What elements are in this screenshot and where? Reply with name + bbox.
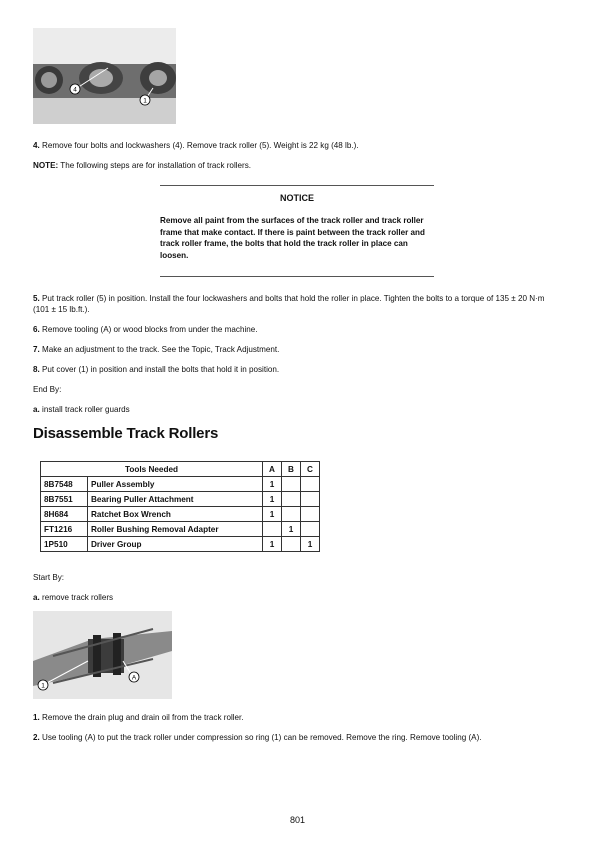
tool-name: Driver Group bbox=[88, 537, 263, 552]
notice-top-rule bbox=[160, 185, 434, 186]
qty-a: 1 bbox=[263, 507, 282, 522]
qty-b bbox=[282, 537, 301, 552]
part-number: 1P510 bbox=[41, 537, 88, 552]
step-7 bbox=[33, 344, 563, 355]
note bbox=[33, 160, 563, 171]
svg-text:1: 1 bbox=[41, 682, 45, 690]
tool-name: Roller Bushing Removal Adapter bbox=[88, 522, 263, 537]
page-number: 801 bbox=[289, 815, 306, 825]
qty-a: 1 bbox=[263, 537, 282, 552]
step-text: Put cover (1) in position and install the bolts that hold it in position. bbox=[39, 365, 280, 374]
table-row bbox=[41, 507, 320, 522]
notice-body: Remove all paint from the surfaces of the track roller and track roller frame that make contact. If there is paint between the track roller and track roller frame, the bolts that hold the track roller in place can loosen. bbox=[160, 216, 425, 260]
tools-needed-header: Tools Needed bbox=[41, 462, 263, 477]
step-2 bbox=[33, 732, 563, 743]
track-roller-illustration bbox=[33, 28, 176, 124]
qty-a: 1 bbox=[263, 477, 282, 492]
note-text: The following steps are for installation of track rollers. bbox=[58, 161, 252, 170]
step-text: Make an adjustment to the track. See the Topic, Track Adjustment. bbox=[39, 345, 280, 354]
qty-b: 1 bbox=[282, 522, 301, 537]
item-text: remove track rollers bbox=[39, 593, 114, 602]
qty-a: 1 bbox=[263, 492, 282, 507]
step-5 bbox=[33, 293, 558, 315]
table-row bbox=[41, 477, 320, 492]
step-text: Remove tooling (A) or wood blocks from under the machine. bbox=[39, 325, 258, 334]
part-number: 8B7551 bbox=[41, 492, 88, 507]
step-text: Use tooling (A) to put the track roller under compression so ring (1) can be removed. Remove the ring. Remove tooling (A). bbox=[39, 733, 482, 742]
item-letter: a. bbox=[33, 405, 40, 414]
step-8 bbox=[33, 364, 563, 375]
compression-tool-illustration bbox=[33, 611, 172, 699]
step-number: 1. bbox=[33, 713, 40, 722]
step-number: 8. bbox=[33, 365, 40, 374]
step-number: 5. bbox=[33, 294, 40, 303]
qty-c bbox=[301, 492, 320, 507]
end-by-item bbox=[33, 404, 563, 415]
svg-text:A: A bbox=[131, 674, 137, 682]
notice-bottom-rule bbox=[160, 276, 434, 277]
start-by-label: Start By: bbox=[33, 573, 65, 582]
part-number: 8H684 bbox=[41, 507, 88, 522]
step-number: 4. bbox=[33, 141, 40, 150]
tool-name: Ratchet Box Wrench bbox=[88, 507, 263, 522]
step-text: Remove the drain plug and drain oil from the track roller. bbox=[39, 713, 244, 722]
qty-b bbox=[282, 507, 301, 522]
table-row bbox=[41, 522, 320, 537]
step-6 bbox=[33, 324, 563, 335]
qty-c bbox=[301, 522, 320, 537]
step-number: 6. bbox=[33, 325, 40, 334]
step-number: 2. bbox=[33, 733, 40, 742]
svg-text:4: 4 bbox=[73, 86, 77, 94]
step-text: Put track roller (5) in position. Install the four lockwashers and bolts that hold the roller in place. Tighten the bolts to a torque of 135 ± 20 N·m (101 ± 15 lb.ft.). bbox=[33, 294, 545, 314]
step-4 bbox=[33, 140, 563, 151]
qty-a bbox=[263, 522, 282, 537]
track-roller-removal-photo bbox=[33, 28, 176, 124]
qty-c bbox=[301, 477, 320, 492]
step-text: Remove four bolts and lockwashers (4). Remove track roller (5). Weight is 22 kg (48 lb.). bbox=[39, 141, 359, 150]
table-row bbox=[41, 537, 320, 552]
notice-title: NOTICE bbox=[279, 193, 314, 203]
part-number: FT1216 bbox=[41, 522, 88, 537]
tool-name: Bearing Puller Attachment bbox=[88, 492, 263, 507]
track-roller-compression-photo bbox=[33, 611, 172, 699]
note-label: NOTE: bbox=[33, 161, 59, 170]
qty-b bbox=[282, 492, 301, 507]
qty-c bbox=[301, 507, 320, 522]
step-number: 7. bbox=[33, 345, 40, 354]
tools-needed-table bbox=[40, 461, 320, 552]
col-b-header: B bbox=[282, 462, 301, 477]
qty-c: 1 bbox=[301, 537, 320, 552]
end-by-label: End By: bbox=[33, 385, 62, 394]
step-1 bbox=[33, 712, 563, 723]
item-letter: a. bbox=[33, 593, 40, 602]
section-title: Disassemble Track Rollers bbox=[33, 425, 219, 442]
table-row bbox=[41, 492, 320, 507]
col-a-header: A bbox=[263, 462, 282, 477]
table-header-row bbox=[41, 462, 320, 477]
svg-text:1: 1 bbox=[143, 97, 147, 105]
part-number: 8B7548 bbox=[41, 477, 88, 492]
start-by-item bbox=[33, 592, 563, 603]
item-text: install track roller guards bbox=[39, 405, 130, 414]
tool-name: Puller Assembly bbox=[88, 477, 263, 492]
qty-b bbox=[282, 477, 301, 492]
col-c-header: C bbox=[301, 462, 320, 477]
